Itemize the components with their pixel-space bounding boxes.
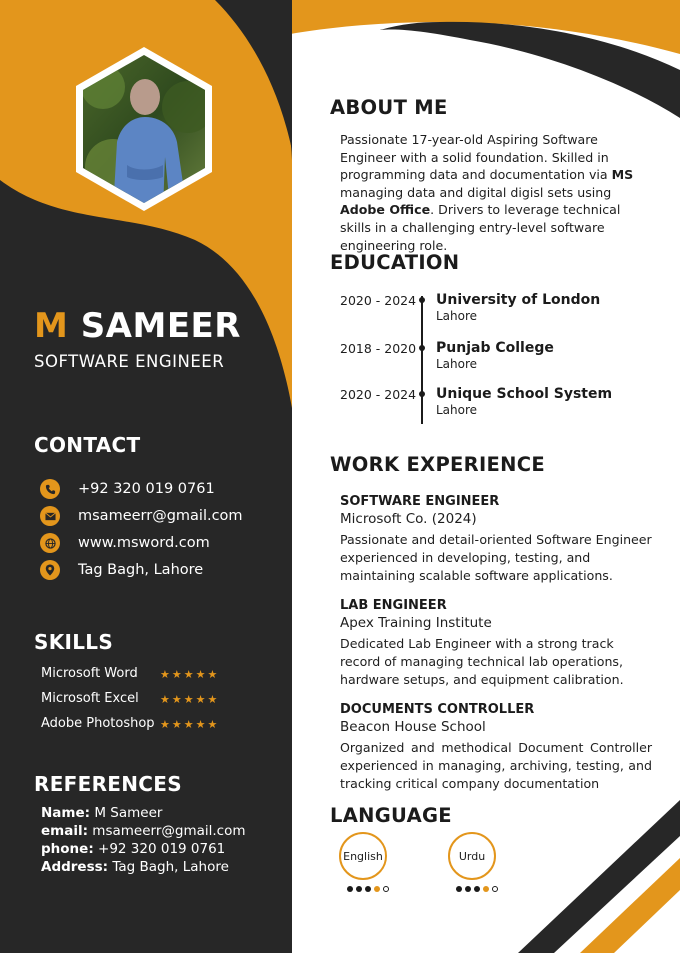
star-rating-icon: ★★★★★ — [160, 718, 220, 731]
skill-name: Microsoft Excel — [41, 691, 139, 706]
contact-website-text: www.msword.com — [78, 535, 210, 551]
level-dot — [465, 886, 471, 892]
education-institution: University of London — [436, 292, 601, 308]
education-location: Lahore — [436, 357, 478, 371]
contact-website — [40, 532, 210, 554]
reference-value: +92 320 019 0761 — [98, 841, 226, 857]
education-institution: Punjab College — [436, 340, 554, 356]
level-dot — [383, 886, 389, 892]
profile-photo — [73, 47, 215, 211]
about-bold: MS — [611, 167, 634, 183]
job-company: Microsoft Co. (2024) — [340, 511, 477, 527]
work-experience-heading: WORK EXPERIENCE — [330, 453, 546, 476]
reference-value: msameerr@gmail.com — [92, 823, 246, 839]
language-badge — [339, 832, 387, 880]
location-pin-icon — [40, 560, 60, 580]
timeline-dot — [419, 391, 425, 397]
language-level — [347, 886, 397, 892]
education-years: 2020 - 2024 — [340, 387, 417, 402]
profile-title: SOFTWARE ENGINEER — [34, 352, 225, 371]
education-years: 2018 - 2020 — [340, 341, 417, 356]
contact-phone — [40, 478, 215, 500]
globe-icon — [40, 533, 60, 553]
contact-address-text: Tag Bagh, Lahore — [78, 562, 204, 578]
language-name: Urdu — [458, 849, 486, 863]
education-location: Lahore — [436, 309, 478, 323]
language-badge — [448, 832, 496, 880]
education-institution: Unique School System — [436, 386, 613, 402]
reference-phone — [41, 841, 225, 857]
skill-name: Adobe Photoshop — [41, 716, 155, 731]
timeline-dot — [419, 297, 425, 303]
contact-address — [40, 559, 203, 581]
contact-heading: CONTACT — [34, 433, 141, 457]
reference-label: email: — [41, 823, 88, 839]
education-heading: EDUCATION — [330, 251, 460, 274]
job-description: Organized and methodical Document Controller experienced in managing, archiving, testing, and tracking critical company documentation — [340, 740, 652, 791]
star-rating-icon: ★★★★★ — [160, 693, 220, 706]
reference-label: Name: — [41, 805, 91, 821]
last-name: SAMEER — [80, 306, 241, 346]
job-company: Beacon House School — [340, 719, 486, 735]
timeline-line — [421, 296, 423, 424]
level-dot — [492, 886, 498, 892]
level-dot — [456, 886, 462, 892]
email-icon — [40, 506, 60, 526]
level-dot — [365, 886, 371, 892]
level-dot — [374, 886, 380, 892]
skill-name: Microsoft Word — [41, 666, 138, 681]
about-bold: Adobe Office — [340, 202, 431, 218]
job-title: DOCUMENTS CONTROLLER — [340, 702, 535, 717]
skill-item — [41, 716, 241, 734]
skills-heading: SKILLS — [34, 630, 114, 654]
skill-item — [41, 691, 241, 709]
job-company: Apex Training Institute — [340, 615, 492, 631]
job-description: Dedicated Lab Engineer with a strong track record of managing technical lab operations, hardware setups, and equipment calibration. — [340, 636, 624, 687]
about-text — [340, 131, 640, 254]
education-years: 2020 - 2024 — [340, 293, 417, 308]
level-dot — [347, 886, 353, 892]
reference-email — [41, 823, 246, 839]
language-name: English — [343, 849, 383, 863]
timeline-dot — [419, 345, 425, 351]
star-rating-icon: ★★★★★ — [160, 668, 220, 681]
reference-value: M Sameer — [94, 805, 163, 821]
reference-label: Address: — [41, 859, 109, 875]
references-heading: REFERENCES — [34, 772, 182, 796]
about-text-part: Passionate 17-year-old Aspiring Software Engineer with a solid foundation. Skilled in programming data and documentation via — [340, 132, 612, 183]
reference-label: phone: — [41, 841, 94, 857]
reference-name — [41, 805, 162, 821]
about-text-part: managing data and digital digisl sets using — [340, 184, 612, 200]
level-dot — [483, 886, 489, 892]
language-item — [446, 832, 506, 892]
about-heading: ABOUT ME — [330, 96, 448, 119]
level-dot — [356, 886, 362, 892]
reference-value: Tag Bagh, Lahore — [112, 859, 229, 875]
language-item — [337, 832, 397, 892]
about-text-part: . Drivers to leverage technical skills in a challenging entry-level software engineering role. — [340, 202, 621, 253]
education-location: Lahore — [436, 403, 478, 417]
job-description: Passionate and detail-oriented Software Engineer experienced in developing, testing, and maintaining scalable software applications. — [340, 532, 652, 583]
contact-email-text: msameerr@gmail.com — [78, 508, 243, 524]
language-heading: LANGUAGE — [330, 804, 452, 827]
job-title: LAB ENGINEER — [340, 598, 447, 613]
reference-address — [41, 859, 229, 875]
contact-email — [40, 505, 243, 527]
skill-item — [41, 666, 241, 684]
first-name: M — [34, 306, 69, 346]
job-title: SOFTWARE ENGINEER — [340, 494, 500, 509]
language-level — [456, 886, 506, 892]
level-dot — [474, 886, 480, 892]
profile-name — [34, 306, 241, 346]
phone-icon — [40, 479, 60, 499]
contact-phone-text: +92 320 019 0761 — [78, 481, 215, 497]
